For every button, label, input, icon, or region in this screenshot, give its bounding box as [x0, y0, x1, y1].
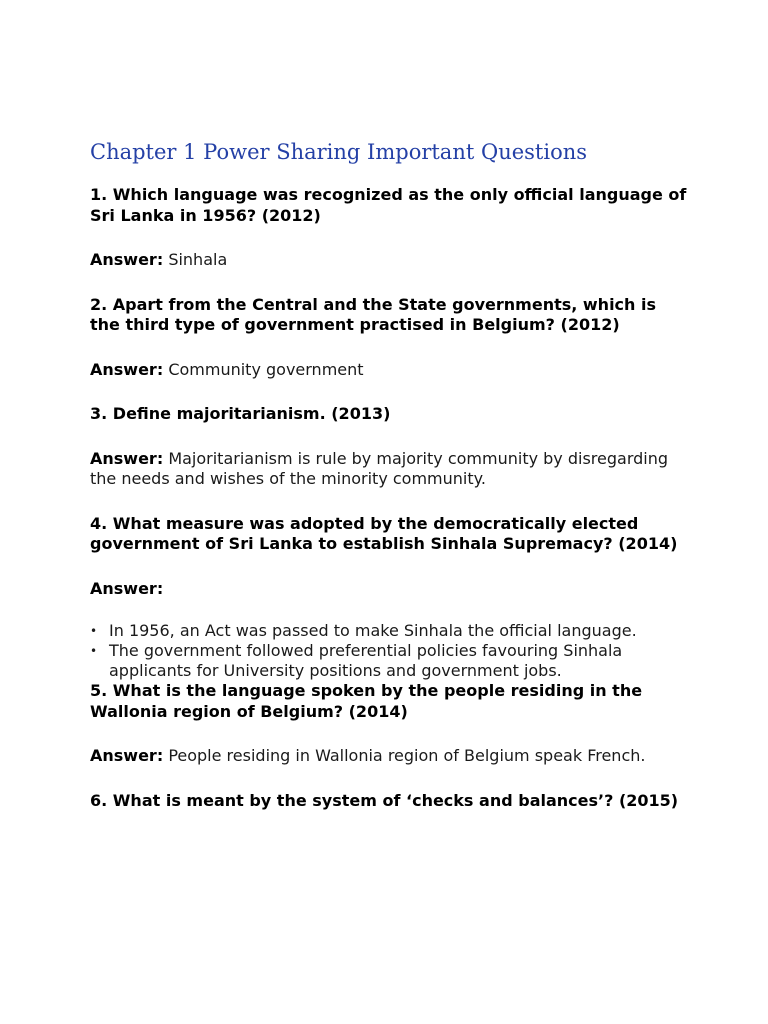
- answer-text: [90, 746, 690, 767]
- answer-text: [90, 360, 690, 381]
- answer-text: [90, 449, 690, 490]
- qa-block: [90, 295, 690, 381]
- answer-value: Majoritarianism is rule by majority community by disregarding the needs and wishes of the minority community.: [90, 448, 669, 488]
- answer-label: Answer:: [90, 578, 164, 598]
- answer-label: Answer:: [90, 448, 164, 468]
- answer-label: Answer:: [90, 250, 164, 269]
- qa-block: [90, 185, 690, 271]
- question-text: 3. Define majoritarianism. (2013): [90, 404, 391, 423]
- question-text: 1. Which language was recognized as the only official language of Sri Lanka in 1956? (2012): [90, 185, 687, 225]
- qa-block: [90, 791, 690, 812]
- qa-block: [90, 404, 690, 490]
- answer-bullet-list: [18, 621, 690, 681]
- answer-label: Answer:: [90, 359, 164, 379]
- answer-label: Answer:: [90, 746, 164, 765]
- list-item: [90, 621, 690, 641]
- bullet-icon: •: [90, 644, 98, 658]
- question-text: 6. What is meant by the system of ‘checks and balances’? (2015): [90, 790, 679, 810]
- bullet-text: In 1956, an Act was passed to make Sinhala the official language.: [109, 621, 637, 640]
- document-page: [90, 137, 690, 835]
- answer-value: Community government: [168, 359, 364, 379]
- list-item: [90, 641, 690, 681]
- question-text: 5. What is the language spoken by the people residing in the Wallonia region of Belgium? (2014): [90, 681, 643, 721]
- answer-value: Sinhala: [168, 250, 228, 269]
- bullet-icon: •: [90, 624, 98, 638]
- question-text: 2. Apart from the Central and the State governments, which is the third type of government practised in Belgium? (2012): [90, 294, 657, 334]
- answer-value: People residing in Wallonia region of Belgium speak French.: [168, 746, 646, 765]
- qa-block: [90, 514, 690, 682]
- answer-text: [90, 579, 690, 600]
- page-title: Chapter 1 Power Sharing Important Questions: [90, 140, 588, 164]
- answer-text: [90, 250, 690, 271]
- qa-block: [90, 681, 690, 767]
- bullet-text: The government followed preferential policies favouring Sinhala applicants for University positions and government jobs.: [109, 641, 623, 680]
- question-text: 4. What measure was adopted by the democratically elected government of Sri Lanka to establish Sinhala Supremacy? (2014): [90, 513, 678, 553]
